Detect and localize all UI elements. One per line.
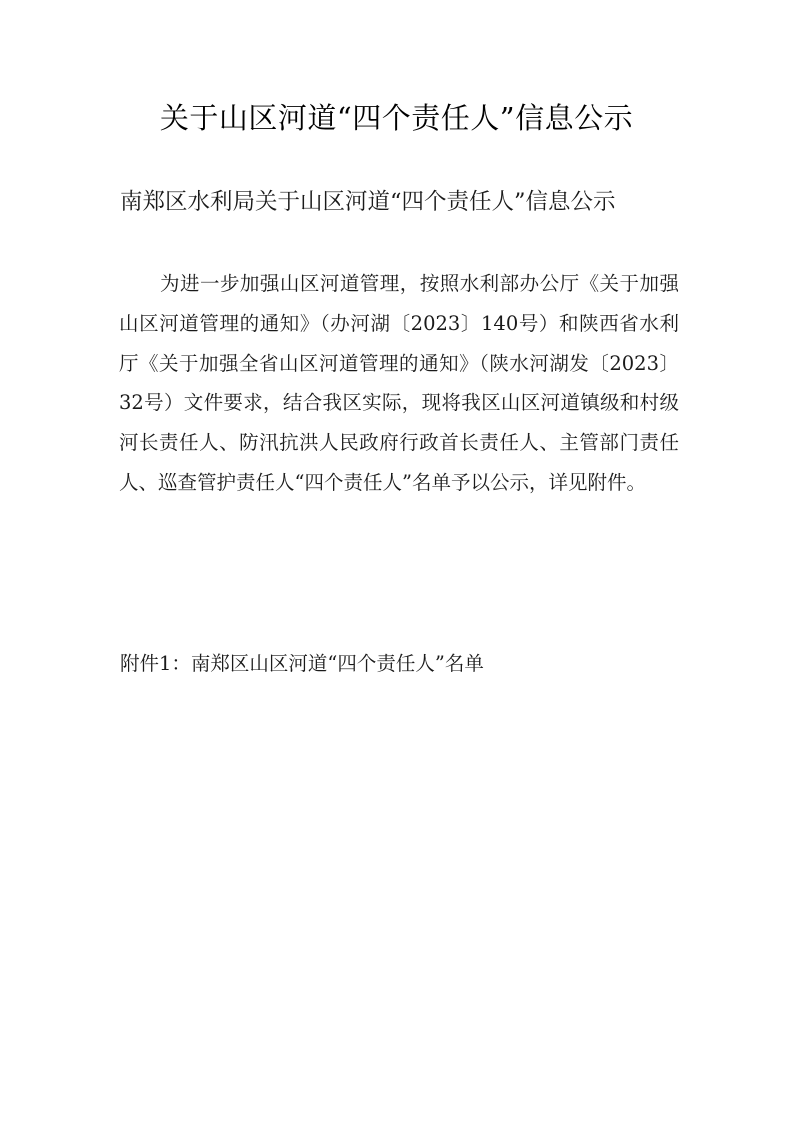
document-title: 关于山区河道“四个责任人”信息公示 xyxy=(159,101,634,135)
body-paragraph: 为进一步加强山区河道管理，按照水利部办公厅《关于加强山区河道管理的通知》（办河湖〔2023〕140号）和陕西省水利厅《关于加强全省山区河道管理的通知》（陕水河湖发〔2023〕32号）文件要求，结合我区实际，现将我区山区河道镇级和村级河长责任人、防汛抗洪人民政府行政首长责任人、主管部门责任人、巡查管护责任人“四个责任人”名单予以公示，详见附件。 xyxy=(119,272,679,494)
attachment-link[interactable]: 附件1：南郑区山区河道“四个责任人”名单 xyxy=(120,652,484,675)
document-subtitle: 南郑区水利局关于山区河道“四个责任人”信息公示 xyxy=(120,189,616,215)
